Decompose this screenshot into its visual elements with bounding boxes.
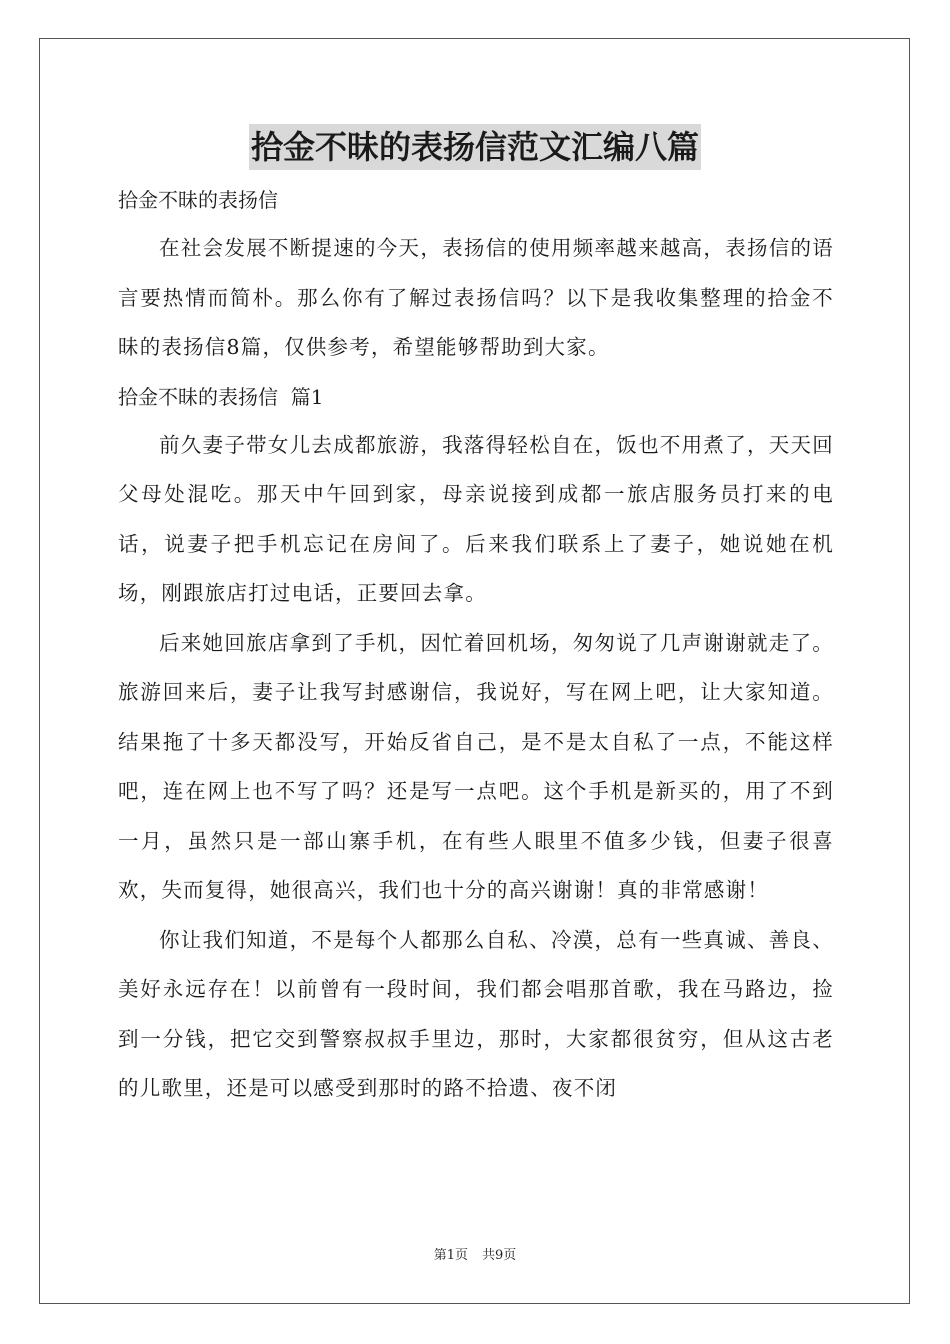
page-number: 第1页 bbox=[433, 1248, 468, 1263]
title-container bbox=[0, 124, 950, 170]
body-paragraph-3: 你让我们知道，不是每个人都那么自私、冷漠，总有一些真诚、善良、美好永远存在！以前曾有一段时间，我们都会唱那首歌，我在马路边，捡到一分钱，把它交到警察叔叔手里边，那时，大家都很贫穷，但从这古老的儿歌里，还是可以感受到那时的路不拾遗、夜不闭 bbox=[118, 927, 834, 1100]
page-total: 共9页 bbox=[482, 1248, 517, 1263]
document-body bbox=[118, 176, 834, 1114]
intro-paragraph: 在社会发展不断提速的今天，表扬信的使用频率越来越高，表扬信的语言要热情而简朴。那么你有了解过表扬信吗？以下是我收集整理的拾金不昧的表扬信8篇，仅供参考，希望能够帮助到大家。 bbox=[118, 236, 834, 359]
page-footer bbox=[0, 1246, 950, 1266]
section-heading: 拾金不昧的表扬信 bbox=[118, 188, 278, 212]
article-heading: 拾金不昧的表扬信 篇1 bbox=[118, 384, 324, 409]
body-paragraph-2: 后来她回旅店拿到了手机，因忙着回机场，匆匆说了几声谢谢就走了。旅游回来后，妻子让我写封感谢信，我说好，写在网上吧，让大家知道。结果拖了十多天都没写，开始反省自己，是不是太自私了一点，不能这样吧，连在网上也不写了吗？还是写一点吧。这个手机是新买的，用了不到一月，虽然只是一部山寨手机，在有些人眼里不值多少钱，但妻子很喜欢，失而复得，她很高兴，我们也十分的高兴谢谢！真的非常感谢！ bbox=[118, 630, 834, 902]
body-paragraph-1: 前久妻子带女儿去成都旅游，我落得轻松自在，饭也不用煮了，天天回父母处混吃。那天中午回到家，母亲说接到成都一旅店服务员打来的电话，说妻子把手机忘记在房间了。后来我们联系上了妻子，她说她在机场，刚跟旅店打过电话，正要回去拿。 bbox=[118, 432, 834, 605]
document-title: 拾金不昧的表扬信范文汇编八篇 bbox=[249, 124, 701, 170]
